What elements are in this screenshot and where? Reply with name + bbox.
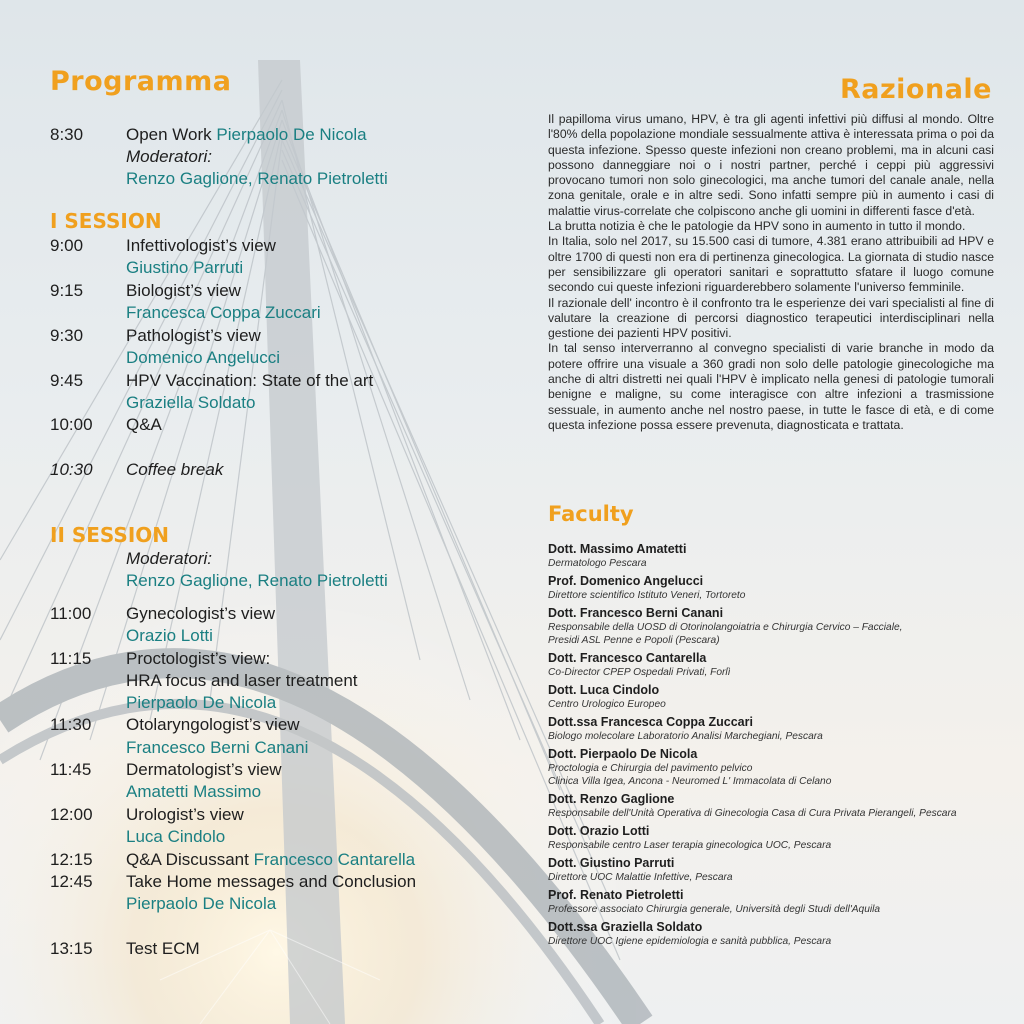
faculty-member bbox=[548, 542, 998, 570]
programma-title: Programma bbox=[50, 66, 232, 97]
faculty-member bbox=[548, 747, 998, 788]
time: 11:15 bbox=[50, 649, 92, 668]
time: 8:30 bbox=[50, 125, 84, 144]
talk-title: Q&A Discussant bbox=[126, 850, 254, 869]
member-role: Responsabile centro Laser terapia ginecologica UOC, Pescara bbox=[548, 840, 832, 851]
razionale-title: Razionale bbox=[839, 74, 992, 105]
member-name: Dott. Renzo Gaglione bbox=[548, 792, 675, 806]
time: 12:00 bbox=[50, 805, 93, 824]
member-role: Biologo molecolare Laboratorio Analisi Marchegiani, Pescara bbox=[548, 731, 823, 742]
member-name: Prof. Renato Pietroletti bbox=[548, 888, 684, 902]
member-name: Dott.ssa Francesca Coppa Zuccari bbox=[548, 715, 753, 729]
talk-title: Q&A bbox=[126, 415, 162, 434]
speaker: Francesca Coppa Zuccari bbox=[126, 303, 321, 322]
paragraph: La brutta notizia è che le patologie da HPV sono in aumento in tutto il mondo. bbox=[548, 219, 966, 234]
faculty-member bbox=[548, 683, 998, 711]
speaker: Pierpaolo De Nicola bbox=[216, 125, 367, 144]
moderators-label: Moderatori: bbox=[126, 549, 212, 568]
member-role: Responsabile dell'Unità Operativa di Ginecologia Casa di Cura Privata Pierangeli, Pescara bbox=[548, 808, 957, 819]
member-role: Dermatologo Pescara bbox=[548, 558, 647, 569]
moderators: Renzo Gaglione, Renato Pietroletti bbox=[126, 169, 388, 188]
razionale-text bbox=[548, 112, 994, 433]
speaker: Luca Cindolo bbox=[126, 827, 226, 846]
talk-title: HPV Vaccination: State of the art bbox=[126, 371, 374, 390]
speaker: Domenico Angelucci bbox=[126, 348, 281, 367]
time: 13:15 bbox=[50, 939, 93, 958]
member-role: Proctologia e Chirurgia del pavimento pelvico bbox=[548, 763, 753, 774]
member-name: Dott. Francesco Cantarella bbox=[548, 651, 707, 665]
time: 11:30 bbox=[50, 715, 92, 734]
time: 9:30 bbox=[50, 326, 84, 345]
faculty-member bbox=[548, 792, 998, 820]
member-name: Dott.ssa Graziella Soldato bbox=[548, 920, 703, 934]
member-name: Prof. Domenico Angelucci bbox=[548, 574, 704, 588]
member-role: Direttore scientifico Istituto Veneri, Tortoreto bbox=[548, 590, 746, 601]
member-role: Responsabile della UOSD di Otorinolangoiatria e Chirurgia Cervico – Facciale, bbox=[548, 622, 903, 633]
member-role-line2: Presidi ASL Penne e Popoli (Pescara) bbox=[548, 635, 720, 646]
talk-title: Biologist’s view bbox=[126, 281, 241, 300]
talk-title: Open Work bbox=[126, 125, 217, 144]
paragraph: In Italia, solo nel 2017, su 15.500 casi di tumore, 4.381 erano attribuibili ad HPV e oltre 1700 di questi non era di pertinenza ginecologica. La giornata di studio nasce per sensibilizzare gli operatori sanitari e soprattutto sfatare il luogo comune secondo cui queste infezioni riguarderebbero solamente l'universo femminile. bbox=[548, 234, 994, 295]
member-name: Dott. Luca Cindolo bbox=[548, 683, 660, 697]
time: 11:00 bbox=[50, 604, 92, 623]
talk-title: Coffee break bbox=[126, 460, 224, 479]
faculty-member bbox=[548, 920, 998, 948]
member-name: Dott. Giustino Parruti bbox=[548, 856, 675, 870]
member-role: Centro Urologico Europeo bbox=[548, 699, 666, 710]
faculty-list bbox=[548, 542, 998, 952]
session-1-title: I SESSION bbox=[50, 209, 162, 233]
time: 9:15 bbox=[50, 281, 84, 300]
speaker: Francesco Cantarella bbox=[253, 850, 416, 869]
speaker: Amatetti Massimo bbox=[126, 782, 262, 801]
talk-title: Test ECM bbox=[126, 939, 200, 958]
time: 9:00 bbox=[50, 236, 84, 255]
member-role: Professore associato Chirurgia generale, Università degli Studi dell'Aquila bbox=[548, 904, 881, 915]
faculty-member bbox=[548, 856, 998, 884]
faculty-member bbox=[548, 715, 998, 743]
talk-title: Dermatologist’s view bbox=[126, 760, 282, 779]
faculty-member bbox=[548, 824, 998, 852]
time: 12:45 bbox=[50, 872, 93, 891]
faculty-member bbox=[548, 888, 998, 916]
member-role: Direttore UOC Malattie Infettive, Pescara bbox=[548, 872, 733, 883]
time: 11:45 bbox=[50, 760, 92, 779]
member-name: Dott. Massimo Amatetti bbox=[548, 542, 687, 556]
faculty-title: Faculty bbox=[548, 502, 634, 526]
talk-subtitle: HRA focus and laser treatment bbox=[126, 671, 358, 690]
speaker: Francesco Berni Canani bbox=[126, 738, 309, 757]
member-name: Dott. Orazio Lotti bbox=[548, 824, 650, 838]
talk-title: Proctologist’s view: bbox=[126, 649, 271, 668]
member-role-line2: Clinica Villa Igea, Ancona - Neuromed L' Immacolata di Celano bbox=[548, 776, 832, 787]
session-2-title: II SESSION bbox=[50, 523, 170, 547]
member-name: Dott. Pierpaolo De Nicola bbox=[548, 747, 698, 761]
paragraph: In tal senso interverranno al convegno specialisti di varie branche in modo da potere offrire una visuale a 360 gradi non solo delle patologie ginecologiche ma anche di altri distretti nei quali l'HPV è implicato nella genesi di patologie tumorali benigne e maligne, su come interagisce con altre infezioni a trasmissione sessuale, in aumento anche nel nostro paese, in tutte le fasce di età, e di come questa infezione possa essere prevenuta, diagnosticata e trattata. bbox=[548, 341, 994, 432]
faculty-member bbox=[548, 651, 998, 679]
talk-title: Gynecologist’s view bbox=[126, 604, 275, 623]
speaker: Giustino Parruti bbox=[126, 258, 244, 277]
member-name: Dott. Francesco Berni Canani bbox=[548, 606, 724, 620]
time: 9:45 bbox=[50, 371, 84, 390]
speaker: Pierpaolo De Nicola bbox=[126, 894, 277, 913]
speaker: Pierpaolo De Nicola bbox=[126, 693, 277, 712]
speaker: Graziella Soldato bbox=[126, 393, 256, 412]
member-role: Co-Director CPEP Ospedali Privati, Forlì bbox=[548, 667, 731, 678]
talk-title: Take Home messages and Conclusion bbox=[126, 872, 417, 891]
talk-title: Otolaryngologist’s view bbox=[126, 715, 300, 734]
talk-title: Pathologist’s view bbox=[126, 326, 261, 345]
moderators-label: Moderatori: bbox=[126, 147, 212, 166]
faculty-member bbox=[548, 574, 998, 602]
talk-title: Infettivologist’s view bbox=[126, 236, 276, 255]
speaker: Orazio Lotti bbox=[126, 626, 213, 645]
time: 12:15 bbox=[50, 850, 93, 869]
paragraph: Il razionale dell' incontro è il confronto tra le esperienze dei vari specialisti al fine di valutare la creazione di percorsi diagnostico terapeutici interdisciplinari nella gestione dei pazienti HPV positivi. bbox=[548, 295, 994, 341]
faculty-member bbox=[548, 606, 998, 647]
talk-title: Urologist’s view bbox=[126, 805, 244, 824]
time: 10:00 bbox=[50, 415, 93, 434]
time: 10:30 bbox=[50, 460, 93, 479]
moderators: Renzo Gaglione, Renato Pietroletti bbox=[126, 571, 388, 590]
member-role: Direttore UOC Igiene epidemiologia e sanità pubblica, Pescara bbox=[548, 936, 832, 947]
paragraph: Il papilloma virus umano, HPV, è tra gli agenti infettivi più diffusi al mondo. Oltre l'80% della popolazione mondiale sessualmente attiva è interessata prima o poi da questa infezione. Spesso queste infezioni non creano problemi, ma in alcuni casi possono danneggiare noi o i nostri partner, perché i ceppi più aggressivi provocano tumori non solo ginecologici, ma anche tumori del canale anale, nella zona genitale, orale e in altre sedi. Sono infatti sempre più in aumento i casi di malattie virus-correlate che colpiscono anche gli uomini in differenti fasce d'età. bbox=[548, 112, 994, 218]
